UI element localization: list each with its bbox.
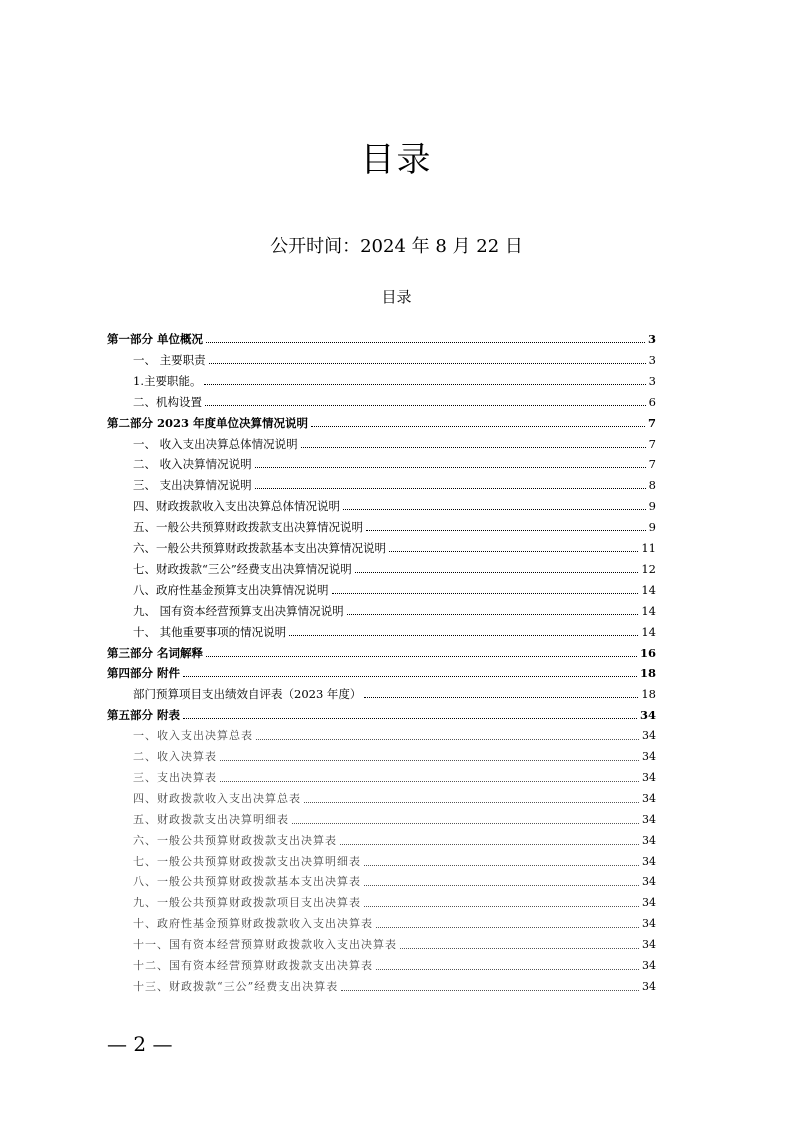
toc-entry-page: 7 xyxy=(648,436,656,451)
document-title: 目录 xyxy=(360,140,433,180)
toc-entry-page: 18 xyxy=(641,687,656,702)
toc-entry-label: 六、一般公共预算财政拨款基本支出决算情况说明 xyxy=(133,541,386,555)
page-number: — 2 — xyxy=(107,1032,173,1056)
toc-entry-page: 34 xyxy=(642,729,656,743)
toc-dot-leader xyxy=(255,488,646,489)
toc-entry-label: 第四部分 附件 xyxy=(107,666,181,681)
toc-entry-page: 3 xyxy=(648,373,656,388)
toc-entry-page: 34 xyxy=(642,938,656,952)
toc-dot-leader xyxy=(209,363,646,364)
toc-dot-leader xyxy=(364,885,639,886)
toc-dot-leader xyxy=(332,593,639,594)
toc-entry[interactable] xyxy=(107,644,656,660)
toc-entry-page: 18 xyxy=(639,666,656,681)
toc-dot-leader xyxy=(364,906,639,907)
toc-entry-label: 六、一般公共预算财政拨款支出决算表 xyxy=(133,833,337,847)
toc-dot-leader xyxy=(256,739,639,740)
toc-entry[interactable] xyxy=(133,476,656,492)
toc-dot-leader xyxy=(364,697,638,698)
toc-entry-label: 第三部分 名词解释 xyxy=(107,645,204,660)
toc-entry[interactable] xyxy=(133,435,656,451)
toc-entry-page: 34 xyxy=(642,917,656,931)
toc-entry-page: 34 xyxy=(642,770,656,784)
toc-dot-leader xyxy=(347,614,639,615)
toc-entry-page: 34 xyxy=(642,875,656,889)
toc-entry[interactable] xyxy=(133,894,656,910)
toc-entry-label: 四、财政拨款收入支出决算总体情况说明 xyxy=(133,499,340,514)
toc-dot-leader xyxy=(289,635,638,636)
toc-entry-label: 九、一般公共预算财政拨款项目支出决算表 xyxy=(133,896,361,910)
toc-dot-leader xyxy=(301,447,646,448)
toc-entry-label: 八、一般公共预算财政拨款基本支出决算表 xyxy=(133,875,361,889)
toc-entry-page: 34 xyxy=(642,791,656,805)
toc-entry[interactable] xyxy=(133,623,656,639)
toc-entry-page: 34 xyxy=(642,896,656,910)
toc-entry-label: 十三、财政拨款“三公”经费支出决算表 xyxy=(133,979,339,993)
toc-entry[interactable] xyxy=(133,790,656,806)
toc-heading: 目录 xyxy=(381,288,412,306)
toc-dot-leader xyxy=(205,405,646,406)
toc-entry-label: 三、支出决算表 xyxy=(133,770,217,784)
toc-entry-label: 一、 收入支出决算总体情况说明 xyxy=(133,436,298,451)
toc-entry[interactable] xyxy=(133,873,656,889)
toc-entry[interactable] xyxy=(107,330,656,346)
toc-entry-page: 12 xyxy=(641,561,656,576)
toc-entry[interactable] xyxy=(133,915,656,931)
toc-entry-label: 五、财政拨款支出决算明细表 xyxy=(133,812,289,826)
toc-dot-leader xyxy=(183,718,637,719)
toc-entry-page: 3 xyxy=(648,352,656,367)
toc-entry[interactable] xyxy=(133,560,656,576)
toc-entry[interactable] xyxy=(133,936,656,952)
toc-entry-label: 1.主要职能。 xyxy=(133,373,202,388)
toc-entry-label: 第二部分 2023 年度单位决算情况说明 xyxy=(107,415,309,430)
toc-entry[interactable] xyxy=(133,393,656,409)
toc-entry[interactable] xyxy=(133,727,656,743)
toc-entry-label: 十、 其他重要事项的情况说明 xyxy=(133,624,287,639)
toc-entry-page: 7 xyxy=(647,415,656,430)
toc-entry-label: 第一部分 单位概况 xyxy=(107,332,204,346)
toc-entry-page: 34 xyxy=(642,812,656,826)
toc-entry-label: 部门预算项目支出绩效自评表（2023 年度） xyxy=(133,687,362,702)
toc-dot-leader xyxy=(304,802,639,803)
toc-entry-label: 第五部分 附表 xyxy=(107,708,181,723)
toc-dot-leader xyxy=(183,676,637,677)
toc-dot-leader xyxy=(376,927,639,928)
toc-entry[interactable] xyxy=(133,539,656,555)
toc-entry[interactable] xyxy=(133,769,656,785)
toc-entry-label: 二、机构设置 xyxy=(133,394,202,409)
toc-dot-leader xyxy=(255,467,646,468)
publish-date: 公开时间：2024 年 8 月 22 日 xyxy=(270,236,523,257)
toc-entry[interactable] xyxy=(107,414,656,430)
toc-entry-page: 14 xyxy=(641,624,656,639)
toc-entry-label: 十二、国有资本经营预算财政拨款支出决算表 xyxy=(133,959,373,972)
toc-entry[interactable] xyxy=(107,664,656,680)
toc-entry-page: 14 xyxy=(641,603,656,618)
toc-dot-leader xyxy=(206,342,645,343)
toc-entry-label: 四、财政拨款收入支出决算总表 xyxy=(133,791,301,805)
toc-entry-page: 34 xyxy=(642,750,656,763)
toc-entry-page: 16 xyxy=(639,645,656,660)
toc-dot-leader xyxy=(364,865,639,866)
toc-entry-label: 三、 支出决算情况说明 xyxy=(133,478,252,493)
toc-entry-page: 7 xyxy=(648,457,656,472)
toc-entry[interactable] xyxy=(133,372,656,388)
toc-entry-label: 八、政府性基金预算支出决算情况说明 xyxy=(133,582,329,597)
toc-entry-label: 十一、国有资本经营预算财政拨款收入支出决算表 xyxy=(133,938,397,952)
toc-entry[interactable] xyxy=(107,706,656,722)
toc-entry[interactable] xyxy=(133,957,656,973)
toc-dot-leader xyxy=(341,990,639,991)
toc-entry[interactable] xyxy=(133,455,656,471)
toc-dot-leader xyxy=(376,969,639,970)
toc-entry-page: 34 xyxy=(642,854,656,868)
toc-entry-page: 34 xyxy=(639,708,656,723)
toc-entry[interactable] xyxy=(133,685,656,701)
toc-dot-leader xyxy=(292,823,639,824)
toc-entry-page: 11 xyxy=(641,541,656,555)
toc-entry-label: 一、收入支出决算总表 xyxy=(133,729,253,743)
toc-entry-label: 七、财政拨款“三公”经费支出决算情况说明 xyxy=(133,561,352,576)
toc-dot-leader xyxy=(340,844,639,845)
toc-dot-leader xyxy=(366,530,646,531)
toc-dot-leader xyxy=(220,781,639,782)
toc-dot-leader xyxy=(389,551,638,552)
toc-entry-page: 9 xyxy=(648,499,656,514)
toc-entry-label: 五、一般公共预算财政拨款支出决算情况说明 xyxy=(133,520,363,535)
toc-dot-leader xyxy=(204,384,645,385)
toc-entry[interactable] xyxy=(133,853,656,869)
toc-entry-page: 8 xyxy=(648,478,656,493)
toc-dot-leader xyxy=(206,656,637,657)
toc-entry-page: 34 xyxy=(642,959,656,972)
toc-entry-page: 34 xyxy=(642,979,656,993)
toc-dot-leader xyxy=(311,426,645,427)
toc-entry-label: 九、 国有资本经营预算支出决算情况说明 xyxy=(133,603,344,618)
toc-entry-label: 二、收入决算表 xyxy=(133,750,217,763)
toc-entry[interactable] xyxy=(133,351,656,367)
toc-entry-page: 14 xyxy=(641,582,656,597)
toc-entry-label: 二、 收入决算情况说明 xyxy=(133,457,252,472)
toc-entry-page: 9 xyxy=(648,520,656,535)
toc-dot-leader xyxy=(400,948,639,949)
toc-entry[interactable] xyxy=(133,811,656,827)
toc-entry-label: 十、政府性基金预算财政拨款收入支出决算表 xyxy=(133,917,373,931)
toc-entry-page: 34 xyxy=(642,833,656,847)
toc-dot-leader xyxy=(355,572,639,573)
toc-entry[interactable] xyxy=(133,581,656,597)
toc-entry[interactable] xyxy=(133,832,656,848)
toc-dot-leader xyxy=(343,509,646,510)
toc-entry-page: 3 xyxy=(647,332,656,346)
toc-entry[interactable] xyxy=(133,748,656,764)
toc-entry-label: 一、 主要职责 xyxy=(133,352,206,367)
toc-entry[interactable] xyxy=(133,602,656,618)
toc-dot-leader xyxy=(220,760,639,761)
toc-entry[interactable] xyxy=(133,978,656,994)
toc-entry-page: 6 xyxy=(648,394,656,409)
toc-entry[interactable] xyxy=(133,518,656,534)
toc-entry-label: 七、一般公共预算财政拨款支出决算明细表 xyxy=(133,854,361,868)
toc-entry[interactable] xyxy=(133,497,656,513)
